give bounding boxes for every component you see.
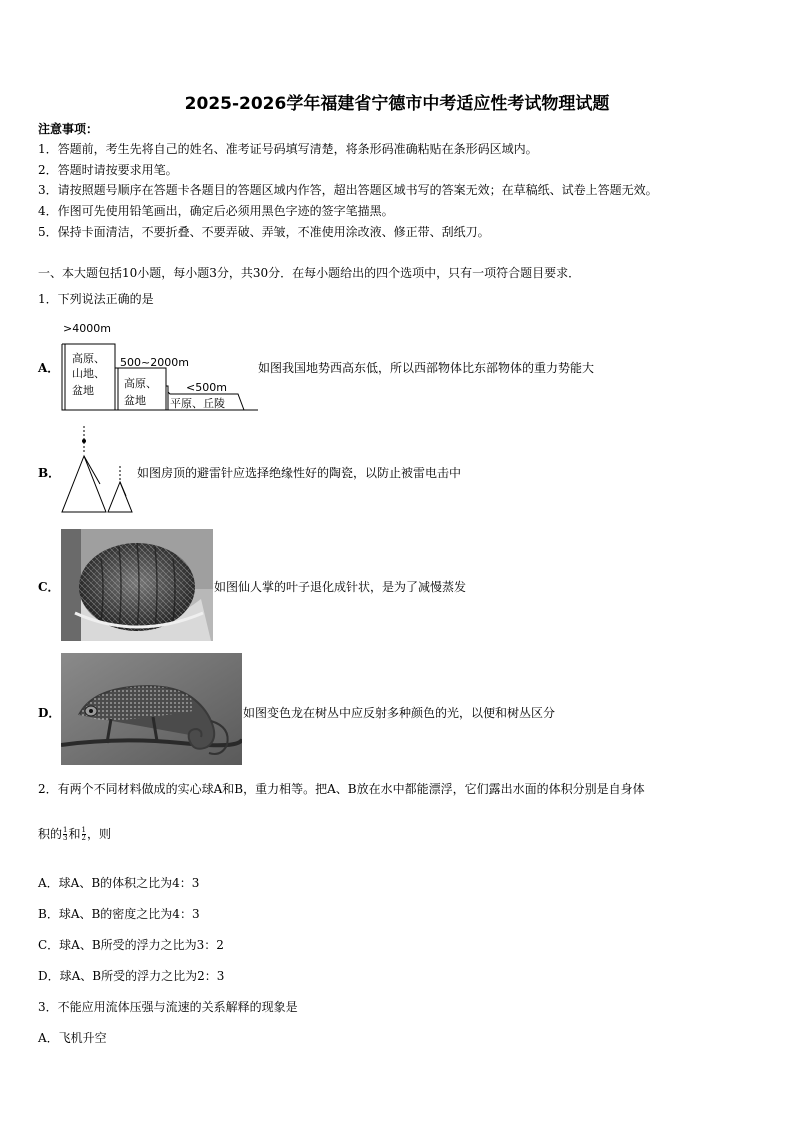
question-3-stem: 3．不能应用流体压强与流速的关系解释的现象是 [38,1000,298,1014]
option-d-text: 如图变色龙在树丛中应反射多种颜色的光，以便和树丛区分 [243,706,556,720]
notice-item: 1．答题前，考生先将自己的姓名、准考证号码填写清楚，将条形码准确粘贴在条形码区域内。 [38,142,538,156]
notice-item: 2．答题时请按要求用笔。 [38,163,178,177]
question-2-stem: 2．有两个不同材料做成的实心球A和B，重力相等。把A、B放在水中都能漂浮，它们露出水面的体积分别是自身体 [38,782,645,796]
question-3-option-a: A．飞机升空 [38,1031,107,1045]
page-title: 2025-2026学年福建省宁德市中考适应性考试物理试题 [184,94,610,114]
terrain-region-1a: 高原、 [72,352,105,365]
question-2-option: D．球A、B所受的浮力之比为2：3 [38,969,225,983]
option-d-label: D． [38,706,61,720]
chameleon-photo [61,653,242,765]
terrain-region-2b: 盆地 [124,394,146,407]
terrain-region-1b: 山地、 [72,367,105,380]
question-2-option: C．球A、B所受的浮力之比为3：2 [38,938,224,952]
terrain-region-1c: 盆地 [72,384,94,397]
option-b-text: 如图房顶的避雷针应选择绝缘性好的陶瓷，以防止被雷电击中 [137,466,462,480]
option-c-text: 如图仙人掌的叶子退化成针状，是为了减慢蒸发 [214,580,467,594]
option-b-label: B． [38,466,61,480]
notice-heading: 注意事项： [38,122,99,136]
fraction-one-half: $\frac{1}{2}$ [81,826,86,842]
section-heading: 一、本大题包括10小题，每小题3分，共30分．在每小题给出的四个选项中，只有一项符合题目要求． [38,266,581,280]
option-c-label: C． [38,580,60,594]
terrain-height-3: <500m [186,381,227,394]
question-2-stem-continued: 积的 $\frac{1}{3}$ 和 $\frac{1}{2}$ ，则 [38,826,111,842]
question-2-option: A．球A、B的体积之比为4：3 [38,876,200,890]
option-a-label: A． [38,361,60,375]
question-1-stem: 1．下列说法正确的是 [38,292,154,306]
terrain-height-2: 500~2000m [120,356,189,369]
terrain-diagram [58,318,258,414]
fraction-one-third: $\frac{1}{3}$ [63,826,68,842]
terrain-region-3: 平原、丘陵 [170,397,225,410]
question-2-option: B．球A、B的密度之比为4：3 [38,907,200,921]
terrain-region-2a: 高原、 [124,377,157,390]
cactus-photo [61,529,213,641]
notice-item: 3．请按照题号顺序在答题卡各题目的答题区域内作答，超出答题区域书写的答案无效；在草稿纸、试卷上答题无效。 [38,183,658,197]
terrain-height-1: >4000m [63,322,111,335]
option-a-text: 如图我国地势西高东低，所以西部物体比东部物体的重力势能大 [258,361,595,375]
notice-item: 5．保持卡面清洁，不要折叠、不要弄破、弄皱，不准使用涂改液、修正带、刮纸刀。 [38,225,490,239]
notice-item: 4．作图可先使用铅笔画出，确定后必须用黑色字迹的签字笔描黑。 [38,204,394,218]
lightning-rod-diagram [60,424,140,516]
